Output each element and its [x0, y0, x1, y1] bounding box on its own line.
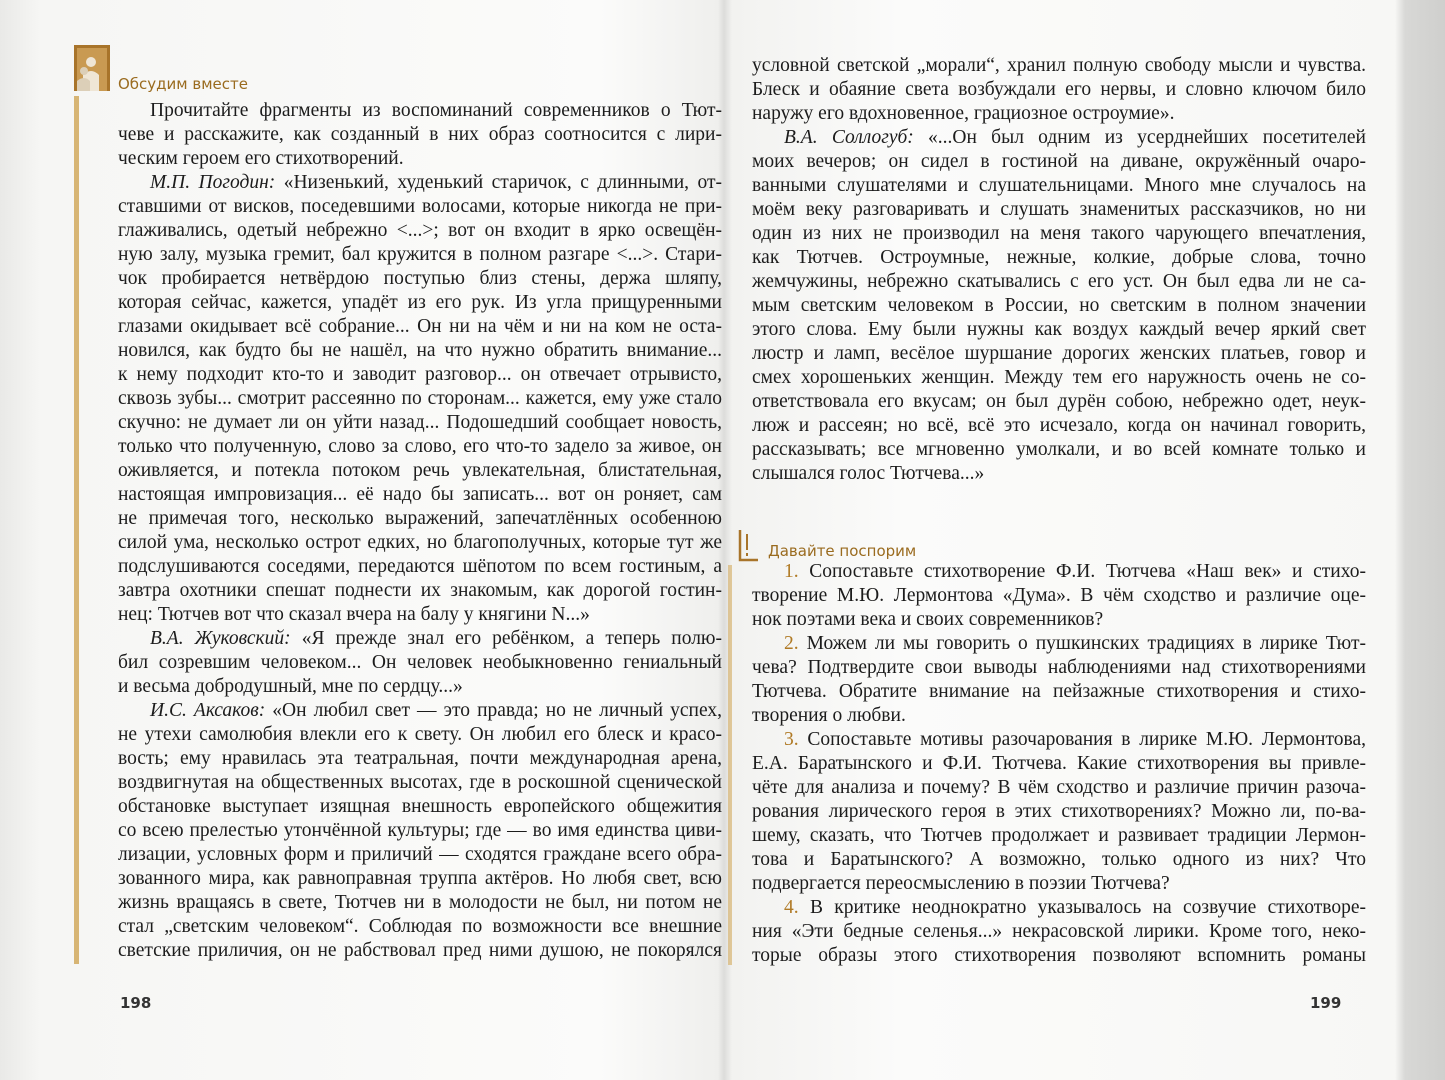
question-item: [752, 728, 1366, 896]
text-line: [118, 531, 722, 555]
section-title-discuss: Обсудим вместе: [118, 75, 248, 93]
text-line: [752, 608, 1366, 632]
line-text: светские приличия, он не рабствовал пред ними душою, не покорялся: [118, 940, 722, 961]
text-line: [118, 171, 722, 195]
debate-questions: [752, 560, 1366, 968]
text-line: [752, 270, 1366, 294]
text-line: [752, 222, 1366, 246]
text-line: [752, 704, 1366, 728]
text-line: [752, 824, 1366, 848]
question-number: 2.: [784, 633, 807, 654]
text-line: [118, 123, 722, 147]
text-line: [118, 195, 722, 219]
page-number-left: 198: [120, 994, 152, 1012]
line-text: ставшими от висков, поседевшими волосами, которые никогда не при-: [118, 196, 722, 217]
line-text: моём веку разговаривать и слушать знаменитых рассказчиков, но ни: [752, 199, 1366, 220]
text-line: [752, 198, 1366, 222]
quote-author: В.А. Жуковский:: [150, 628, 302, 649]
text-line: [118, 267, 722, 291]
paragraph: [118, 627, 722, 699]
line-text: нок поэтами века и своих современников?: [752, 609, 1104, 630]
text-line: [118, 675, 722, 699]
text-line: [752, 656, 1366, 680]
text-line: [118, 339, 722, 363]
text-line: [752, 126, 1366, 150]
line-text: слышался голос Тютчева...»: [752, 463, 985, 484]
text-line: [752, 800, 1366, 824]
text-line: [752, 318, 1366, 342]
line-text: рования лирического героя в этих стихотворениях? Можно ли, по-ва-: [752, 801, 1366, 822]
text-line: [118, 939, 722, 963]
discussion-icon: [74, 45, 110, 91]
line-text: Сопоставьте мотивы разочарования в лирике М.Ю. Лермонтова,: [807, 729, 1366, 750]
text-line: [118, 699, 722, 723]
question-number: 3.: [784, 729, 808, 750]
accent-bar-left: [74, 96, 79, 964]
text-line: [118, 771, 722, 795]
line-text: глазами окидывает всё собрание... Он ни на чём и ни на ком не оста-: [118, 316, 722, 337]
text-line: [118, 315, 722, 339]
text-line: [118, 435, 722, 459]
question-item: [752, 560, 1366, 632]
line-text: воздвигнутая на общественных высотах, где в роскошной сценической: [118, 772, 722, 793]
text-line: [752, 560, 1366, 584]
line-text: ную залу, музыка гремит, бал кружится в полном разгаре <...>. Стари-: [118, 244, 722, 265]
text-line: [118, 483, 722, 507]
line-text: не примечая того, несколько выражений, запечатлённых особенною: [118, 508, 722, 529]
line-text: люстр и ламп, весёлое шуршание дорогих женских платьев, говор и: [752, 343, 1366, 364]
line-text: ванными слушателями и слушательницами. Много мне случалось на: [752, 175, 1366, 196]
text-line: [118, 915, 722, 939]
line-text: ния «Эти бедные селенья...» некрасовской лирики. Кроме того, неко-: [752, 921, 1366, 942]
paragraph: [752, 54, 1366, 126]
page-number-right: 199: [1310, 994, 1342, 1012]
text-line: [752, 438, 1366, 462]
text-line: [752, 896, 1366, 920]
paragraph: [118, 699, 722, 963]
text-line: [752, 390, 1366, 414]
line-text: Блеск и обаяние света возбуждали его нервы, и словно ключом било: [752, 79, 1366, 100]
text-line: [752, 294, 1366, 318]
line-text: моих вечеров; он сидел в гостиной на диване, окружённый очаро-: [752, 151, 1366, 172]
line-text: условной светской „морали“, хранил полную свободу мысли и чувства.: [752, 55, 1366, 76]
text-line: [118, 843, 722, 867]
text-line: [118, 99, 722, 123]
question-number: 1.: [784, 561, 810, 582]
quote-author: И.С. Аксаков:: [150, 700, 273, 721]
line-text: «Он любил свет — это правда; но не личный успех,: [272, 700, 722, 721]
text-line: [118, 819, 722, 843]
line-text: Тютчева. Обратите внимание на пейзажные стихотворения и стихо-: [752, 681, 1366, 702]
line-text: Сопоставьте стихотворение Ф.И. Тютчева «Наш век» и стихо-: [809, 561, 1366, 582]
text-line: [118, 603, 722, 627]
line-text: В критике неоднократно указывалось на созвучие стихотворе-: [809, 897, 1366, 918]
text-line: [118, 459, 722, 483]
line-text: к нему подходит кто-то и заводит разговор... он отвечает отрывисто,: [118, 364, 722, 385]
exclamation-icon: [738, 528, 760, 562]
text-line: [118, 891, 722, 915]
line-text: настоящая импровизация... её надо бы записать... вот он роняет, сам: [118, 484, 722, 505]
accent-bar-right: [728, 565, 732, 965]
line-text: нец: Тютчев вот что сказал вчера на балу у княгини N...»: [118, 604, 590, 625]
text-line: [752, 414, 1366, 438]
line-text: смех хорошеньких женщин. Между тем его наружность очень не со-: [752, 367, 1366, 388]
line-text: «...Он был одним из усерднейших посетителей: [928, 127, 1366, 148]
text-line: [118, 243, 722, 267]
line-text: как Тютчев. Остроумные, нежные, колкие, добрые слова, точно: [752, 247, 1366, 268]
text-line: [118, 555, 722, 579]
text-line: [752, 150, 1366, 174]
text-line: [118, 507, 722, 531]
line-text: силой ума, несколько острот едких, но благополучных, которые тут же: [118, 532, 722, 553]
line-text: ответствовала его вкусам; он был дурён собою, небрежно одет, неук-: [752, 391, 1366, 412]
paragraph: [118, 171, 722, 627]
text-line: [118, 747, 722, 771]
right-page-text: [752, 54, 1366, 486]
line-text: стал „светским человеком“. Соблюдая по возможности все внешние: [118, 916, 722, 937]
text-line: [752, 872, 1366, 896]
line-text: чеве и расскажите, как созданный в них образ соотносится с лири-: [118, 124, 722, 145]
line-text: только что полученную, слово за слово, его что-то задело за живое, он: [118, 436, 722, 457]
line-text: «Я прежде знал его ребёнком, а теперь полю-: [301, 628, 722, 649]
text-line: [118, 219, 722, 243]
text-line: [118, 411, 722, 435]
text-line: [752, 752, 1366, 776]
line-text: Прочитайте фрагменты из воспоминаний современников о Тют-: [150, 100, 722, 121]
text-line: [118, 147, 722, 171]
question-item: [752, 896, 1366, 968]
question-number: 4.: [784, 897, 810, 918]
text-line: [752, 848, 1366, 872]
line-text: не утехи самолюбия влекли его к свету. Он любил его блеск и красо-: [118, 724, 722, 745]
line-text: оживляется, и потекла потоком речь увлекательная, блистательная,: [118, 460, 722, 481]
text-line: [752, 78, 1366, 102]
quote-author: В.А. Соллогуб:: [784, 127, 929, 148]
text-line: [752, 680, 1366, 704]
line-text: скучно: не думает ли он уйти назад... Подошедший сообщает новость,: [118, 412, 722, 433]
text-line: [752, 462, 1366, 486]
text-line: [752, 776, 1366, 800]
line-text: шему, сказать, что Тютчев продолжает и развивает традиции Лермон-: [752, 825, 1366, 846]
line-text: лизации, условных форм и приличий — сходятся граждане всего обра-: [118, 844, 722, 865]
text-line: [118, 387, 722, 411]
line-text: подвергается переосмыслению в поэзии Тютчева?: [752, 873, 1170, 894]
text-line: [118, 291, 722, 315]
line-text: один из них не производил на меня такого чарующего впечатления,: [752, 223, 1366, 244]
line-text: чёте для анализа и почему? В чём сходство и различие причин разоча-: [752, 777, 1366, 798]
line-text: мым светским человеком в России, но светским в полном значении: [752, 295, 1366, 316]
text-line: [118, 723, 722, 747]
line-text: чева? Подтвердите свои выводы наблюдениями над стихотворениями: [752, 657, 1366, 678]
line-text: подслушиваются соседями, передаются шёпотом по всем гостиным, а: [118, 556, 722, 577]
quote-author: М.П. Погодин:: [150, 172, 284, 193]
section-title-debate: Давайте поспорим: [768, 542, 917, 560]
text-line: [752, 174, 1366, 198]
paragraph: [118, 99, 722, 171]
text-line: [118, 627, 722, 651]
text-line: [752, 54, 1366, 78]
left-page-text: [118, 99, 722, 963]
text-line: [752, 632, 1366, 656]
line-text: люж и рассеян; но всё, всё это исчезало, когда он начинал говорить,: [752, 415, 1366, 436]
text-line: [752, 246, 1366, 270]
text-line: [752, 102, 1366, 126]
text-line: [752, 342, 1366, 366]
line-text: бил созревшим человеком... Он человек необыкновенно гениальный: [118, 652, 722, 673]
text-line: [118, 363, 722, 387]
text-line: [118, 795, 722, 819]
text-line: [752, 944, 1366, 968]
line-text: которая сейчас, кажется, упадёт из его рук. Из угла прищуренными: [118, 292, 722, 313]
text-line: [752, 728, 1366, 752]
line-text: зованного мира, как равноправная труппа актёров. Но любя свет, всю: [118, 868, 722, 889]
line-text: «Низенький, худенький старичок, с длинными, от-: [283, 172, 722, 193]
text-line: [752, 584, 1366, 608]
line-text: со всею прелестью утончённой культуры; где — во имя единства циви-: [118, 820, 722, 841]
line-text: чок пробирается нетвёрдою поступью близ стены, держа шляпу,: [118, 268, 722, 289]
line-text: рассказывать; все мгновенно умолкали, и во всей комнате только и: [752, 439, 1366, 460]
line-text: наружу его вдохновенное, грациозное остроумие».: [752, 103, 1175, 124]
line-text: творения о любви.: [752, 705, 906, 726]
line-text: завтра охотники спешат поднести их знакомым, как дорогой гостин-: [118, 580, 722, 601]
question-item: [752, 632, 1366, 728]
paragraph: [752, 126, 1366, 486]
line-text: новился, как будто бы не нашёл, на что нужно обратить внимание...: [118, 340, 722, 361]
text-line: [752, 920, 1366, 944]
line-text: обстановке выступает изящная внешность европейского общежития: [118, 796, 722, 817]
line-text: торые образы этого стихотворения позволяют вспомнить романы: [752, 945, 1366, 966]
line-text: Е.А. Баратынского и Ф.И. Тютчева. Какие стихотворения вы привле-: [752, 753, 1366, 774]
line-text: това и Баратынского? А возможно, только одного из них? Что: [752, 849, 1366, 870]
text-line: [752, 366, 1366, 390]
line-text: ческим героем его стихотворений.: [118, 148, 404, 169]
line-text: вость; ему нравилась эта театральная, почти международная арена,: [118, 748, 722, 769]
line-text: жизнь вращаясь в свете, Тютчев ни в молодости не был, ни потом не: [118, 892, 722, 913]
line-text: сквозь зубы... смотрит рассеянно по сторонам... кажется, ему уже стало: [118, 388, 722, 409]
line-text: жемчужины, небрежно скатывались с его уст. Он был едва ли не са-: [752, 271, 1366, 292]
line-text: глаживались, одетый небрежно <...>; вот он входит в ярко освещён-: [118, 220, 722, 241]
line-text: этого слова. Ему были нужны как воздух каждый вечер яркий свет: [752, 319, 1366, 340]
text-line: [118, 867, 722, 891]
line-text: Можем ли мы говорить о пушкинских традициях в лирике Тют-: [806, 633, 1367, 654]
text-line: [118, 579, 722, 603]
text-line: [118, 651, 722, 675]
line-text: и весьма добродушный, мне по сердцу...»: [118, 676, 463, 697]
line-text: творение М.Ю. Лермонтова «Дума». В чём сходство и различие оце-: [752, 585, 1366, 606]
